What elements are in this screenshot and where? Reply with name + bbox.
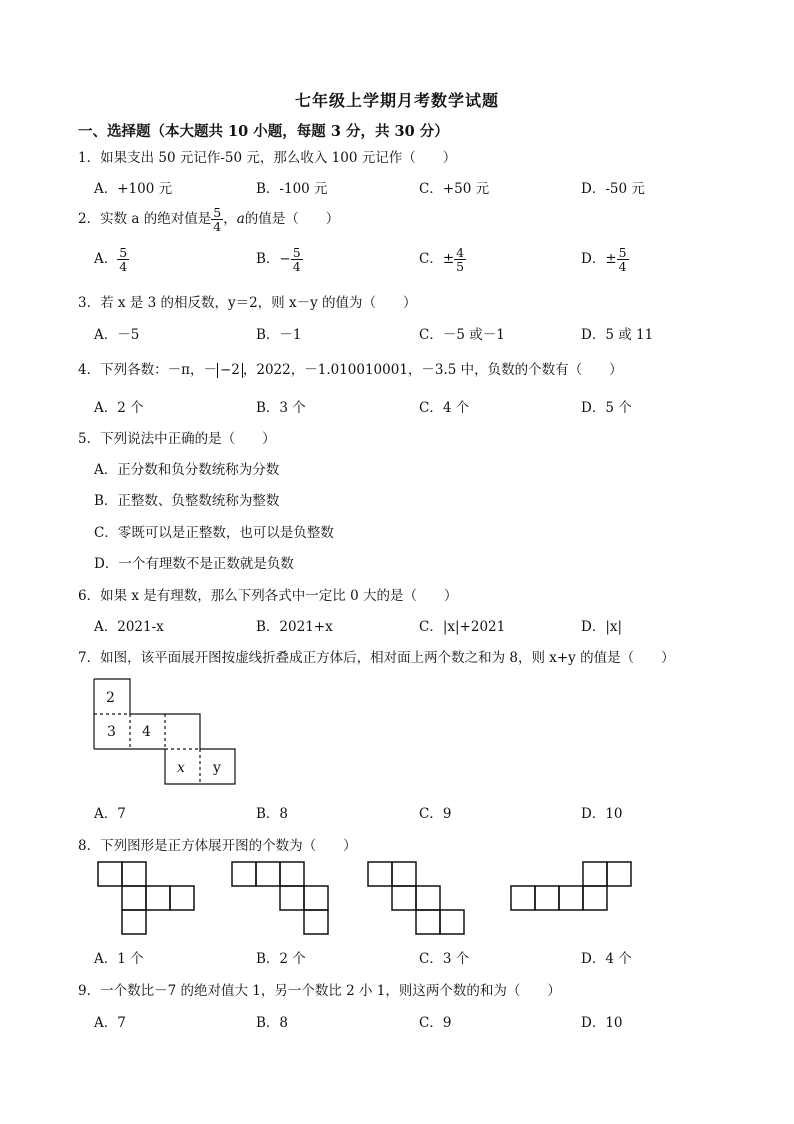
fraction-numerator: 5: [292, 245, 301, 260]
question-4-option-b: B．3 个: [256, 400, 306, 416]
fraction-numerator: 4: [456, 245, 465, 260]
question-4-option-a: A．2 个: [94, 400, 144, 416]
net-figure-2: [232, 862, 328, 934]
option-label: C．: [419, 251, 443, 268]
option-sign: ±: [605, 251, 617, 268]
question-8-option-c: C．3 个: [419, 951, 470, 967]
net-label-4: 4: [142, 724, 151, 740]
option-sign: −: [279, 251, 291, 268]
question-6-option-c: C．|x|+2021: [419, 619, 506, 635]
question-7-option-c: C．9: [419, 806, 452, 822]
question-3-option-b: B．－1: [256, 327, 302, 343]
question-1-option-c: C．+50 元: [419, 181, 490, 197]
question-4-option-c: C．4 个: [419, 400, 470, 416]
question-7-option-b: B．8: [256, 806, 289, 822]
net-figure-1: [98, 862, 194, 934]
option-label: A．: [94, 251, 118, 268]
net-label-2: 2: [106, 690, 115, 706]
fraction-numerator: 5: [119, 245, 128, 260]
question-3-option-a: A．－5: [94, 327, 140, 343]
question-5-option-b: B．正整数、负整数统称为整数: [94, 493, 280, 509]
question-4-option-d: D．5 个: [581, 400, 632, 416]
fraction-denominator: 4: [213, 219, 222, 235]
question-2-stem-prefix: 2．实数 a 的绝对值是: [78, 211, 212, 228]
option-sign: ±: [442, 251, 455, 268]
option-label: D．: [581, 251, 606, 268]
question-3-option-d: D．5 或 11: [581, 327, 654, 343]
question-9-option-d: D．10: [581, 1015, 623, 1031]
question-7-option-d: D．10: [581, 806, 623, 822]
question-1-option-a: A．+100 元: [94, 181, 173, 197]
fraction-numerator: 5: [213, 205, 222, 220]
question-1-stem: 1．如果支出 50 元记作-50 元，那么收入 100 元记作（ ）: [78, 150, 457, 166]
question-9-option-b: B．8: [256, 1015, 289, 1031]
fraction-denominator: 4: [618, 259, 627, 275]
net-label-x: x: [177, 760, 185, 776]
fraction-denominator: 4: [119, 259, 128, 275]
question-6-option-a: A．2021-x: [94, 619, 164, 635]
question-8-option-a: A．1 个: [94, 951, 144, 967]
question-5-option-a: A．正分数和负分数统称为分数: [94, 462, 280, 478]
fraction-denominator: 4: [292, 259, 301, 275]
option-label: B．: [256, 251, 280, 268]
question-5-stem: 5．下列说法中正确的是（ ）: [78, 431, 276, 447]
question-5-option-d: D．一个有理数不是正数就是负数: [94, 556, 294, 572]
question-6-stem: 6．如果 x 是有理数，那么下列各式中一定比 0 大的是（ ）: [78, 588, 458, 604]
net-figure-3: [368, 862, 464, 934]
question-2-stem-comma: ，: [223, 211, 237, 228]
question-9-stem: 9．一个数比－7 的绝对值大 1，另一个数比 2 小 1，则这两个数的和为（ ）: [78, 983, 561, 999]
net-label-y: y: [213, 760, 221, 776]
question-3-stem: 3．若 x 是 3 的相反数，y＝2，则 x－y 的值为（ ）: [78, 295, 417, 311]
fraction-numerator: 5: [618, 245, 627, 260]
question-9-option-c: C．9: [419, 1015, 452, 1031]
question-9-option-a: A．7: [94, 1015, 126, 1031]
question-6-option-d: D．|x|: [581, 619, 623, 635]
question-1-option-d: D．-50 元: [581, 181, 645, 197]
question-4-stem-prefix: 4．下列各数：－π，－: [78, 362, 217, 378]
question-8-option-d: D．4 个: [581, 951, 632, 967]
absolute-value-expression: −2: [217, 363, 243, 378]
net-label-3: 3: [107, 724, 116, 740]
page-title: 七年级上学期月考数学试题: [294, 91, 499, 110]
question-7-option-a: A．7: [94, 806, 126, 822]
net-figure-4: [511, 862, 631, 910]
question-2-stem-suffix: 的值是（ ）: [244, 211, 340, 228]
section-heading: 一、选择题（本大题共 10 小题，每题 3 分，共 30 分）: [78, 123, 449, 140]
question-6-option-b: B．2021+x: [256, 619, 333, 635]
question-1-option-b: B．-100 元: [256, 181, 328, 197]
fraction-denominator: 5: [456, 259, 465, 275]
question-5-option-c: C．零既可以是正整数，也可以是负整数: [94, 525, 334, 541]
question-7-stem: 7．如图，该平面展开图按虚线折叠成正方体后，相对面上两个数之和为 8，则 x+y 的值是（ ）: [78, 650, 675, 666]
question-4-stem-suffix: ，2022，－1.010010001，－3.5 中，负数的个数有（ ）: [242, 362, 623, 378]
question-8-option-b: B．2 个: [256, 951, 306, 967]
question-3-option-c: C．－5 或－1: [419, 327, 505, 343]
question-8-stem: 8．下列图形是正方体展开图的个数为（ ）: [78, 838, 357, 854]
question-2-stem-variable: a: [236, 211, 245, 228]
